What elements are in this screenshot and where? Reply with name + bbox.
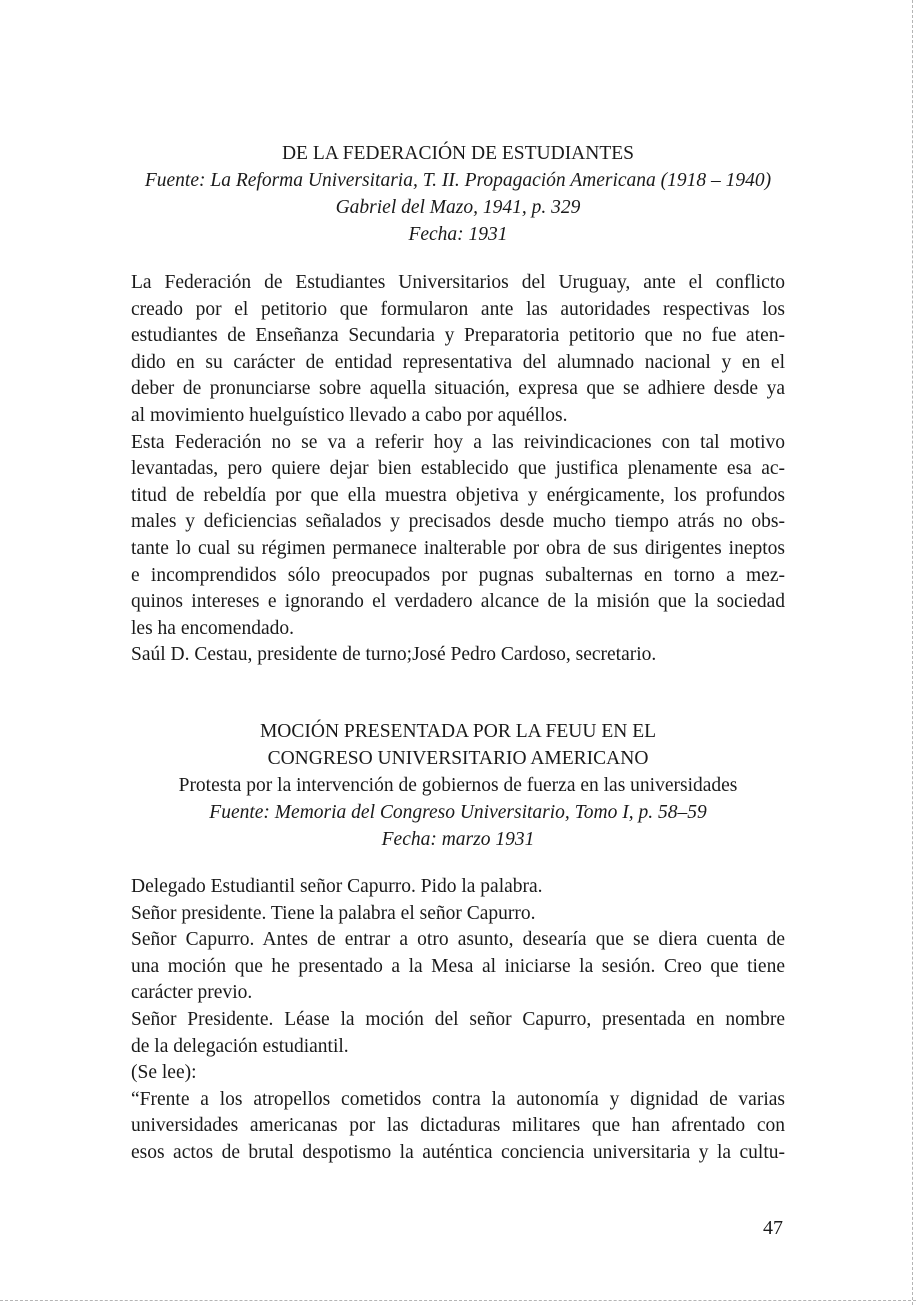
section2-subtitle: Protesta por la intervención de gobiernos de fuerza en las universidades	[178, 775, 738, 796]
body-line: deber de pronunciarse sobre aquella situación, expresa que se adhiere desde ya	[131, 378, 785, 400]
section1-body	[131, 270, 785, 669]
section2-title-line2: CONGRESO UNIVERSITARIO AMERICANO	[267, 748, 649, 769]
section2-title-line1: MOCIÓN PRESENTADA POR LA FEUU EN EL	[259, 721, 657, 742]
section2-heading	[131, 718, 785, 853]
body-line: creado por el petitorio que formularon ante las autoridades respectivas los	[131, 298, 785, 320]
section1-source: Fuente: La Reforma Universitaria, T. II. Propagación Americana (1918 – 1940)	[144, 170, 772, 191]
body-line: Señor Capurro. Antes de entrar a otro asunto, desearía que se diera cuenta de	[131, 929, 785, 951]
signature-line: Saúl D. Cestau, presidente de turno;José Pedro Cardoso, secretario.	[131, 644, 657, 666]
body-line: (Se lee):	[131, 1062, 197, 1084]
body-line: de la delegación estudiantil.	[131, 1035, 349, 1057]
trim-line-bottom	[0, 1300, 916, 1301]
body-line: Señor Presidente. Léase la moción del señor Capurro, presentada en nombre	[131, 1008, 785, 1030]
body-line: una moción que he presentado a la Mesa al iniciarse la sesión. Creo que tiene	[131, 955, 785, 977]
body-line: e incomprendidos sólo preocupados por pugnas subalternas en torno a mez-	[131, 564, 785, 586]
body-line: al movimiento huelguístico llevado a cabo por aquéllos.	[131, 404, 568, 426]
section2-date: Fecha: marzo 1931	[381, 829, 535, 850]
body-line: “Frente a los atropellos cometidos contra la autonomía y dignidad de varias	[131, 1088, 785, 1110]
body-line: levantadas, pero quiere dejar bien establecido que justifica plenamente esa ac-	[131, 458, 785, 480]
section1-date: Fecha: 1931	[408, 224, 508, 245]
page-number: 47	[763, 1217, 783, 1239]
body-line: quinos intereses e ignorando el verdadero alcance de la misión que la sociedad	[131, 591, 785, 613]
body-line: La Federación de Estudiantes Universitarios del Uruguay, ante el conflicto	[131, 272, 785, 293]
body-line: Señor presidente. Tiene la palabra el señor Capurro.	[131, 902, 536, 924]
body-line: dido en su carácter de entidad representativa del alumnado nacional y en el	[131, 351, 785, 373]
body-line: esos actos de brutal despotismo la auténtica conciencia universitaria y la cultu-	[131, 1141, 785, 1163]
body-line: tante lo cual su régimen permanece inalterable por obra de sus dirigentes ineptos	[131, 537, 785, 559]
section2-body	[131, 874, 785, 1167]
body-line: estudiantes de Enseñanza Secundaria y Preparatoria petitorio que no fue aten-	[131, 325, 785, 347]
section1-heading	[131, 140, 785, 248]
trim-line-right	[911, 0, 913, 1305]
body-line: carácter previo.	[131, 982, 253, 1004]
body-line: males y deficiencias señalados y precisados desde mucho tiempo atrás no obs-	[131, 511, 785, 533]
body-line: Delegado Estudiantil señor Capurro. Pido la palabra.	[131, 876, 543, 897]
body-line: titud de rebeldía por que ella muestra objetiva y enérgicamente, los profundos	[131, 484, 785, 506]
body-line: universidades americanas por las dictaduras militares que han afrentado con	[131, 1115, 785, 1137]
section2-source: Fuente: Memoria del Congreso Universitario, Tomo I, p. 58–59	[209, 802, 707, 823]
section1-title: DE LA FEDERACIÓN DE ESTUDIANTES	[281, 143, 635, 164]
section1-author: Gabriel del Mazo, 1941, p. 329	[335, 197, 581, 218]
body-line: les ha encomendado.	[131, 617, 294, 639]
body-line: Esta Federación no se va a referir hoy a las reivindicaciones con tal motivo	[131, 431, 785, 453]
